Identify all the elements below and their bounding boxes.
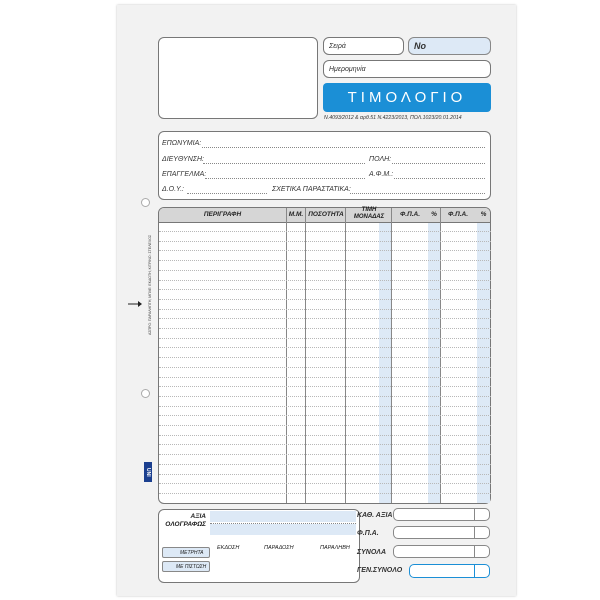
table-row[interactable] — [159, 406, 491, 407]
address-field[interactable] — [203, 163, 365, 164]
date-field[interactable] — [323, 60, 491, 78]
seira-field[interactable] — [323, 37, 404, 55]
col-header-vat1: Φ.Π.Α. — [399, 211, 421, 218]
table-row[interactable] — [159, 464, 491, 465]
name-field[interactable] — [202, 147, 485, 148]
col-header-price — [346, 207, 392, 221]
col-header-pct2: % — [480, 211, 487, 218]
grand-total-field[interactable] — [409, 564, 490, 578]
value-words-field-1[interactable] — [210, 511, 356, 522]
arrow-right-icon — [128, 294, 142, 312]
table-row[interactable] — [159, 474, 491, 475]
related-docs-label: ΣΧΕΤΙΚΑ ΠΑΡΑΣΤΑΤΙΚΑ: — [272, 186, 351, 193]
col-divider — [391, 208, 392, 503]
table-row[interactable] — [159, 483, 491, 484]
table-row[interactable] — [159, 309, 491, 310]
col-header-vat2: Φ.Π.Α. — [447, 211, 469, 218]
col-header-price-line1: ΤΙΜΗ — [361, 207, 377, 213]
address-label: ΔΙΕΥΘΥΝΣΗ: — [162, 156, 204, 163]
table-row[interactable] — [159, 396, 491, 397]
document-title: ΤΙΜΟΛΟΓΙΟ — [323, 83, 491, 112]
table-row[interactable] — [159, 425, 491, 426]
col-header-unit: Μ.Μ. — [288, 211, 304, 218]
brand-text: UNI — [145, 467, 151, 477]
table-row[interactable] — [159, 493, 491, 494]
totals-field[interactable] — [393, 545, 490, 558]
value-words-dots — [210, 523, 356, 524]
cents-divider — [474, 509, 475, 520]
doy-label: Δ.Ο.Υ.: — [162, 186, 184, 193]
credit-checkbox[interactable] — [162, 561, 210, 572]
table-row[interactable] — [159, 299, 491, 300]
related-docs-field[interactable] — [350, 193, 485, 194]
delivery-label: ΠΑΡΑΔΟΣΗ — [264, 545, 294, 551]
items-table — [158, 207, 491, 504]
vat-label: Φ.Π.Α. — [357, 530, 379, 537]
table-row[interactable] — [159, 241, 491, 242]
number-label: Νο — [414, 41, 426, 51]
issue-label: ΕΚΔΟΣΗ — [217, 545, 240, 551]
credit-label: ΜΕ ΠΙΣΤΩΣΗ — [176, 564, 207, 570]
table-row[interactable] — [159, 367, 491, 368]
price-column-shade — [379, 223, 391, 503]
table-row[interactable] — [159, 377, 491, 378]
value-words-field-2[interactable] — [210, 524, 356, 535]
table-row[interactable] — [159, 231, 491, 232]
name-label: ΕΠΩΝΥΜΙΑ: — [162, 140, 202, 147]
net-value-label: ΚΑΘ. ΑΞΙΑ — [357, 512, 393, 519]
vat2-column-shade — [477, 223, 490, 503]
table-row[interactable] — [159, 289, 491, 290]
table-row[interactable] — [159, 444, 491, 445]
table-row[interactable] — [159, 357, 491, 358]
col-divider — [440, 208, 441, 503]
date-label: Ημερομηνία — [329, 66, 366, 73]
receiver-label: ΠΑΡΑΛΗΒΗ — [320, 545, 350, 551]
col-divider — [286, 208, 287, 503]
table-row[interactable] — [159, 250, 491, 251]
table-row[interactable] — [159, 435, 491, 436]
table-row[interactable] — [159, 338, 491, 339]
vat-total-field[interactable] — [393, 526, 490, 539]
cash-label: ΜΕΤΡΗΤΑ — [180, 550, 204, 556]
col-header-quantity: ΠΟΣΟΤΗΤΑ — [308, 211, 344, 218]
cents-divider — [474, 565, 475, 577]
totals-label: ΣΥΝΟΛΑ — [357, 549, 387, 556]
profession-field[interactable] — [205, 178, 365, 179]
table-row[interactable] — [159, 260, 491, 261]
afm-label: Α.Φ.Μ.: — [369, 171, 394, 178]
grand-total-label: ΓΕΝ.ΣΥΝΟΛΟ — [357, 567, 403, 574]
doy-field[interactable] — [187, 193, 267, 194]
brand-logo — [144, 462, 152, 482]
table-row[interactable] — [159, 347, 491, 348]
col-divider — [345, 208, 346, 503]
table-row[interactable] — [159, 386, 491, 387]
table-row[interactable] — [159, 328, 491, 329]
legal-note: Ν.4093/2012 & αρθ.51 Ν.4223/2013, ΠΟΛ.1023/20.01.2014 — [324, 115, 462, 121]
col-header-pct1: % — [431, 211, 437, 218]
value-words-line1: ΑΞΙΑ — [190, 513, 206, 520]
col-divider — [305, 208, 306, 503]
profession-label: ΕΠΑΓΓΕΛΜΑ: — [162, 171, 207, 178]
col-header-description: ΠΕΡΙΓΡΑΦΗ — [203, 211, 242, 218]
table-row[interactable] — [159, 280, 491, 281]
margin-copy-text: ΑΣΠΡΟ: ΠΑΡΑΛΗΠΤΗ, ΜΠΛΕ: ΕΚΔΟΤΗ, ΚΙΤΡΙΝΟ: ΣΤΕΛΕΧΟΣ — [148, 234, 152, 335]
logo-box — [158, 37, 318, 119]
binder-hole-top — [141, 198, 150, 207]
afm-field[interactable] — [394, 178, 485, 179]
binder-hole-bottom — [141, 389, 150, 398]
seira-label: Σειρά — [329, 43, 346, 50]
number-field[interactable] — [408, 37, 491, 55]
value-words-line2: ΟΛΟΓΡΑΦΩΣ — [165, 521, 206, 528]
table-row[interactable] — [159, 318, 491, 319]
table-row[interactable] — [159, 454, 491, 455]
city-field[interactable] — [392, 163, 485, 164]
vat1-column-shade — [428, 223, 440, 503]
table-row[interactable] — [159, 415, 491, 416]
cash-checkbox[interactable] — [162, 547, 210, 558]
table-row[interactable] — [159, 270, 491, 271]
cents-divider — [474, 527, 475, 538]
cents-divider — [474, 546, 475, 557]
net-value-field[interactable] — [393, 508, 490, 521]
col-header-price-line2: ΜΟΝΑΔΑΣ — [353, 214, 385, 220]
value-words-label — [160, 513, 206, 529]
city-label: ΠΟΛΗ: — [369, 156, 392, 163]
